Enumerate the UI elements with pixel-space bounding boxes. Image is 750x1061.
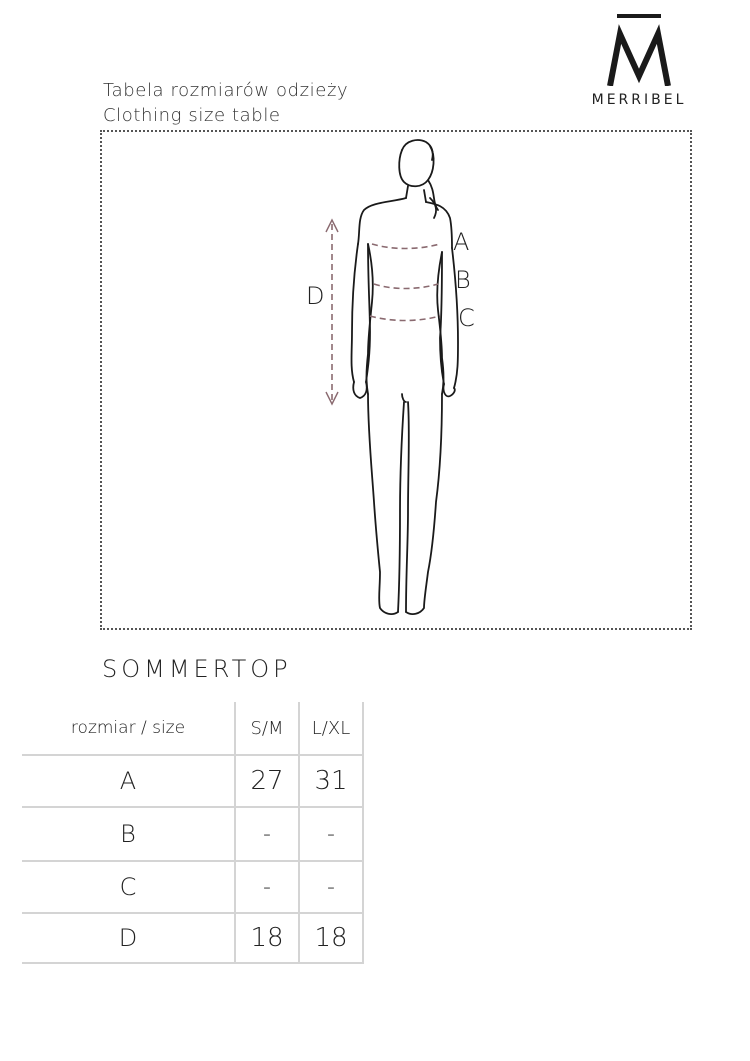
row-label-a: A [22,755,235,807]
table-header-row [22,702,363,755]
row-label-c: C [22,861,235,913]
row-label-b: B [22,807,235,861]
measure-label-c: C [458,304,475,332]
product-title: SOMMERTOP [102,655,292,683]
heading-polish: Tabela rozmiarów odzieży [103,80,349,101]
value-c-sm: - [235,861,299,913]
header-label-cell: rozmiar / size [22,702,235,755]
brand-name: MERRIBEL [591,92,687,108]
value-b-sm: - [235,807,299,861]
row-label-d: D [22,913,235,963]
table-row [22,861,363,913]
value-a-sm: 27 [235,755,299,807]
header-size-sm: S/M [235,702,299,755]
merribel-m-logo-icon [606,14,672,86]
measure-label-d: D [306,282,325,310]
female-silhouette-illustration [102,132,690,628]
value-c-lxl: - [299,861,363,913]
value-a-lxl: 31 [299,755,363,807]
size-table-heading [103,78,348,128]
size-table [22,702,364,964]
brand-logo [580,14,698,114]
header-size-lxl: L/XL [299,702,363,755]
measure-label-b: B [455,266,471,294]
table-row [22,755,363,807]
heading-english: Clothing size table [103,105,281,126]
value-d-lxl: 18 [299,913,363,963]
body-measurement-figure [100,130,692,630]
measure-label-a: A [453,228,470,256]
value-d-sm: 18 [235,913,299,963]
table-row [22,807,363,861]
table-row [22,913,363,963]
value-b-lxl: - [299,807,363,861]
